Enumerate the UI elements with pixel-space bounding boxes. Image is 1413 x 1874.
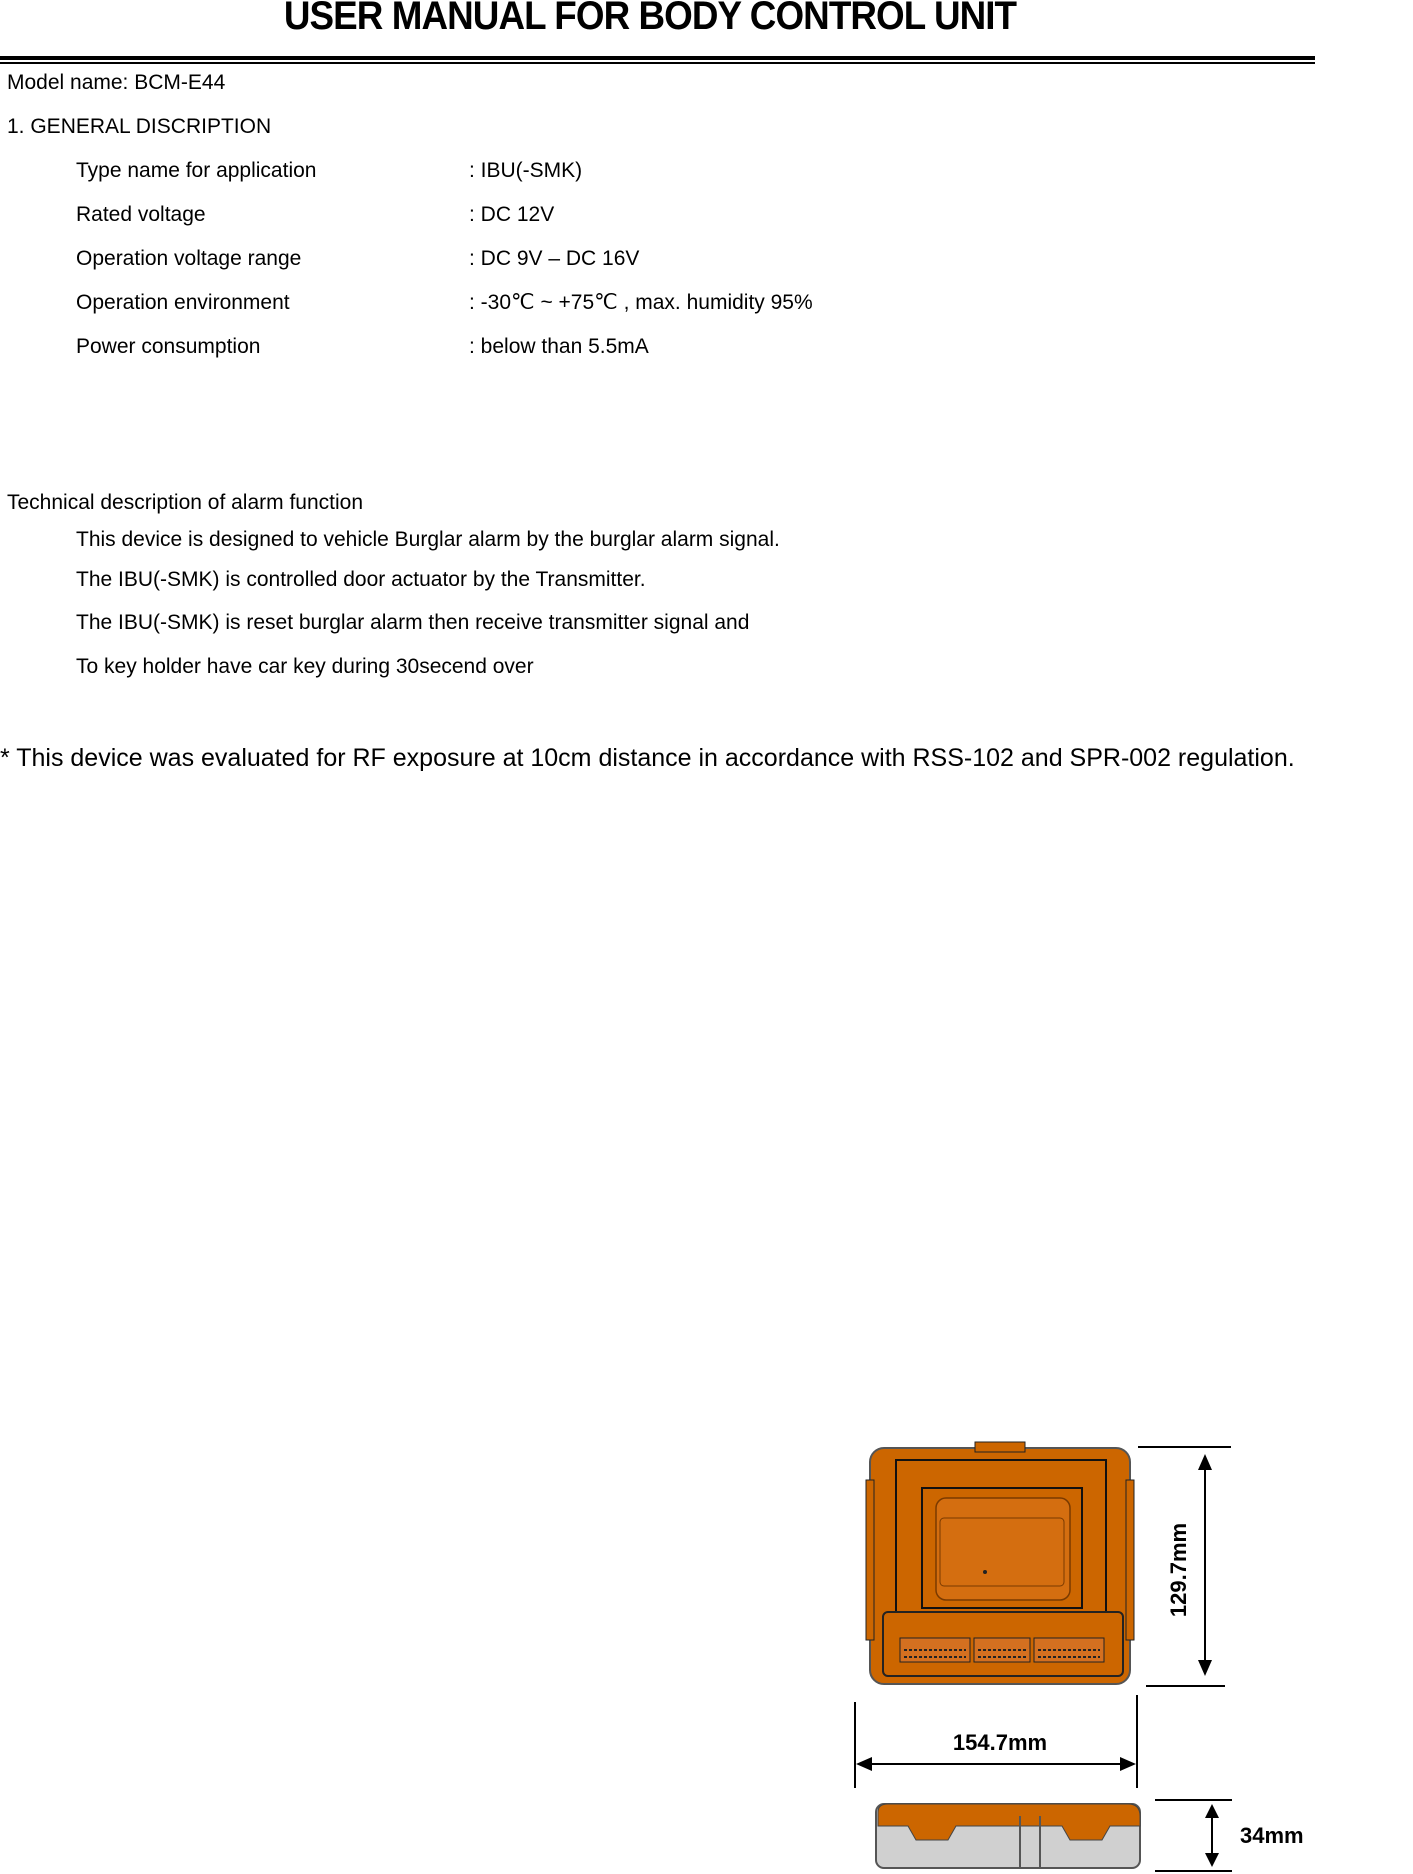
- depth-dimension: [1155, 1800, 1304, 1871]
- alarm-line: This device is designed to vehicle Burglar alarm by the burglar alarm signal.: [76, 528, 780, 551]
- title-divider-thin: [0, 62, 1315, 64]
- alarm-heading: Technical description of alarm function: [7, 491, 364, 514]
- spec-label: Operation voltage range: [76, 247, 302, 270]
- width-label: 154.7mm: [952, 1730, 1048, 1755]
- rf-exposure-note: * This device was evaluated for RF exposure at 10cm distance in accordance with RSS-102 and SPR-002 regulation.: [0, 744, 1295, 772]
- height-dimension: [1138, 1447, 1231, 1686]
- spec-label: Power consumption: [76, 335, 261, 358]
- alarm-line: The IBU(-SMK) is controlled door actuator by the Transmitter.: [76, 568, 646, 591]
- alarm-line: To key holder have car key during 30secend over: [76, 655, 534, 678]
- spec-label: Rated voltage: [76, 203, 206, 226]
- page-title: USER MANUAL FOR BODY CONTROL UNIT: [283, 0, 1017, 38]
- spec-value: : below than 5.5mA: [469, 335, 649, 358]
- spec-label: Operation environment: [76, 291, 290, 314]
- device-dimension-diagram: [840, 1420, 1413, 1874]
- model-name: Model name: BCM-E44: [7, 71, 226, 94]
- spec-value: : -30℃ ~ +75℃ , max. humidity 95%: [469, 291, 813, 314]
- width-dimension: [855, 1695, 1137, 1788]
- spec-label: Type name for application: [76, 159, 317, 182]
- title-divider: [0, 56, 1315, 60]
- depth-label: 34mm: [1240, 1823, 1304, 1848]
- height-label: 129.7mm: [1166, 1522, 1191, 1618]
- alarm-line: The IBU(-SMK) is reset burglar alarm then receive transmitter signal and: [76, 611, 750, 634]
- spec-value: : IBU(-SMK): [469, 159, 583, 182]
- device-side-view: [876, 1804, 1140, 1868]
- spec-value: : DC 12V: [469, 203, 555, 226]
- section-heading: 1. GENERAL DISCRIPTION: [7, 115, 272, 138]
- spec-value: : DC 9V – DC 16V: [469, 247, 640, 270]
- device-top-view: [866, 1442, 1134, 1684]
